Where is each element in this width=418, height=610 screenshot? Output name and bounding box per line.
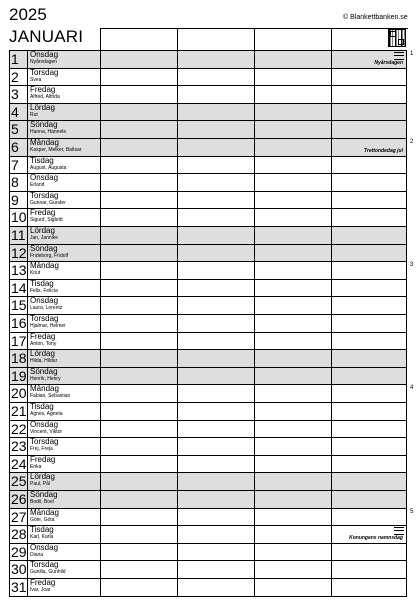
date-column-divider (27, 50, 28, 596)
name-day-label: Frej, Freja (30, 446, 53, 453)
day-row[interactable] (9, 120, 407, 138)
day-row[interactable] (9, 68, 407, 86)
column-divider (100, 28, 101, 596)
day-number: 30 (11, 561, 27, 578)
weekday-label: Fredag (30, 208, 56, 218)
weekday-label: Tisdag (30, 525, 54, 535)
name-day-label: Sigurd, Sigbritt (30, 217, 63, 224)
holiday-note: Konungens namnsdag (349, 535, 403, 542)
weekday-label: Fredag (30, 85, 56, 95)
day-row[interactable] (9, 349, 407, 367)
day-row[interactable] (9, 244, 407, 262)
day-number: 31 (11, 579, 27, 595)
week-number: 3 (410, 262, 414, 269)
name-day-label: Anton, Tony (30, 340, 57, 347)
name-day-label: Paul, Pål (30, 481, 51, 488)
flag-icon (394, 52, 404, 60)
day-number: 4 (11, 103, 19, 120)
name-day-label: Gunilla, Gunhild (30, 569, 66, 576)
day-row[interactable] (9, 472, 407, 490)
name-day-label: Agnes, Agneta (30, 411, 63, 417)
name-day-label: Fabian, Sebastian (30, 393, 71, 400)
weekday-label: Måndag (30, 138, 59, 147)
day-number: 28 (11, 526, 27, 543)
day-row[interactable] (9, 156, 407, 174)
weekday-label: Söndag (30, 490, 58, 499)
day-number: 14 (11, 279, 27, 296)
weekday-label: Lördag (30, 102, 55, 112)
day-row[interactable] (9, 226, 407, 244)
weekday-label: Torsdag (30, 67, 59, 77)
day-row[interactable] (9, 279, 407, 297)
weekday-label: Måndag (30, 384, 59, 394)
weekday-label: Lördag (30, 472, 55, 482)
name-day-label: August, Augusta (30, 164, 67, 171)
name-day-label: Henrik, Henry (30, 375, 61, 382)
day-row[interactable] (9, 420, 407, 438)
name-day-label: Rut (30, 111, 38, 118)
column-header (331, 28, 408, 51)
day-row[interactable] (9, 490, 407, 508)
day-number: 17 (11, 332, 27, 349)
name-day-label: Gunnar, Gunder (30, 199, 66, 206)
day-row[interactable] (9, 103, 407, 121)
day-row[interactable] (9, 314, 407, 332)
column-header (177, 28, 255, 51)
day-row[interactable] (9, 50, 407, 68)
name-day-label: Ivar, Joar (30, 587, 51, 593)
weekday-label: Onsdag (30, 419, 59, 429)
month-heading: JANUARI (9, 27, 84, 46)
day-row[interactable] (9, 384, 407, 402)
name-day-label: Vincent, Viktor (30, 428, 63, 435)
day-number: 8 (11, 174, 19, 191)
name-day-label: Felix, Felicia (30, 287, 58, 294)
week-number: 5 (410, 508, 414, 515)
brand-label: © Blankettbanken.se (343, 14, 408, 21)
day-number: 13 (11, 262, 27, 279)
day-number: 9 (11, 191, 19, 208)
column-header (100, 28, 178, 51)
day-row[interactable] (9, 455, 407, 473)
weekday-label: Söndag (30, 120, 58, 130)
name-day-label: Hanna, Hannele (30, 129, 67, 136)
weekday-label: Måndag (30, 507, 59, 517)
name-day-label: Knut (30, 270, 41, 277)
day-row[interactable] (9, 437, 407, 455)
day-number: 21 (11, 403, 27, 419)
day-row[interactable] (9, 508, 407, 526)
day-number: 10 (11, 209, 27, 226)
name-day-label: Göte, Göta (30, 516, 55, 523)
day-number: 6 (11, 139, 19, 155)
column-divider (177, 28, 178, 596)
day-number: 19 (11, 367, 27, 384)
weekday-label: Lördag (30, 349, 55, 359)
name-day-label: Hilda, Hildur (30, 358, 58, 365)
day-number: 5 (11, 121, 19, 138)
day-number: 16 (11, 315, 27, 331)
day-number: 25 (11, 473, 27, 490)
holiday-note: Trettondedag jul (363, 148, 403, 154)
week-number: 4 (410, 385, 414, 392)
day-row[interactable] (9, 543, 407, 561)
day-number: 12 (11, 244, 27, 261)
week-number: 1 (410, 51, 414, 57)
name-day-label: Hjalmar, Helmer (30, 323, 66, 329)
day-number: 27 (11, 508, 27, 525)
name-day-label: Frideborg, Fridolf (30, 252, 69, 259)
day-number: 3 (11, 86, 19, 103)
name-day-label: Laura, Lorentz (30, 305, 63, 312)
name-day-label: Erland (30, 182, 45, 189)
day-number: 7 (11, 156, 19, 173)
day-number: 2 (11, 68, 19, 85)
day-row[interactable] (9, 560, 407, 578)
weekday-label: Torsdag (30, 314, 59, 323)
weekday-label: Fredag (30, 454, 56, 464)
calendar-grid (9, 28, 407, 593)
day-number: 18 (11, 350, 27, 367)
weekday-label: Torsdag (30, 437, 59, 447)
column-header (254, 28, 332, 51)
weekday-label: Tisdag (30, 402, 54, 411)
day-number: 29 (11, 543, 27, 560)
name-day-label: Svea (30, 76, 42, 83)
day-number: 11 (11, 227, 26, 243)
name-day-label: Kasper, Melker, Baltsar (30, 147, 82, 153)
weekday-label: Torsdag (30, 190, 59, 200)
day-row[interactable] (9, 173, 407, 191)
day-number: 26 (11, 491, 27, 507)
day-row[interactable] (9, 296, 407, 314)
day-number: 24 (11, 455, 27, 472)
week-number: 2 (410, 139, 414, 145)
day-number: 20 (11, 385, 27, 402)
day-number: 23 (11, 438, 27, 455)
weekday-label: Lördag (30, 226, 55, 235)
column-divider (331, 28, 332, 596)
weekday-label: Torsdag (30, 560, 59, 570)
weekday-label: Söndag (30, 366, 58, 376)
weekday-label: Onsdag (30, 173, 59, 183)
weekday-label: Söndag (30, 243, 58, 253)
day-row[interactable] (9, 138, 407, 156)
name-day-label: Karl, Karla (30, 534, 54, 541)
day-number: 22 (11, 420, 27, 437)
name-day-label: Alfred, Alfrida (30, 94, 60, 101)
weekday-label: Onsdag (30, 296, 59, 306)
weekday-label: Onsdag (30, 542, 59, 552)
column-divider (406, 50, 407, 596)
day-row[interactable] (9, 367, 407, 385)
day-row[interactable] (9, 85, 407, 103)
day-row[interactable] (9, 578, 407, 596)
name-day-label: Jan, Jannike (30, 235, 59, 241)
day-row[interactable] (9, 402, 407, 420)
day-number: 15 (11, 297, 27, 314)
day-row[interactable] (9, 332, 407, 350)
day-row[interactable] (9, 208, 407, 226)
column-divider (254, 28, 255, 596)
name-day-label: Diana (30, 551, 44, 558)
weekday-label: Tisdag (30, 155, 54, 165)
year-heading: 2025 (9, 5, 47, 24)
column-divider (9, 50, 10, 596)
name-day-label: Nyårsdagen (30, 59, 57, 65)
name-day-label: Bodil, Boel (30, 499, 54, 505)
day-number: 1 (11, 51, 19, 67)
day-row[interactable] (9, 525, 407, 543)
weekday-label: Fredag (30, 578, 56, 587)
weekday-label: Tisdag (30, 278, 54, 288)
holiday-note: Nyårsdagen (374, 60, 403, 66)
day-row[interactable] (9, 191, 407, 209)
flag-icon (394, 527, 404, 535)
weekday-label: Måndag (30, 261, 59, 271)
weekday-label: Onsdag (30, 50, 59, 59)
grid-bottom-border (9, 596, 407, 597)
day-row[interactable] (9, 261, 407, 279)
name-day-label: Erika (30, 463, 42, 470)
weekday-label: Fredag (30, 331, 56, 341)
